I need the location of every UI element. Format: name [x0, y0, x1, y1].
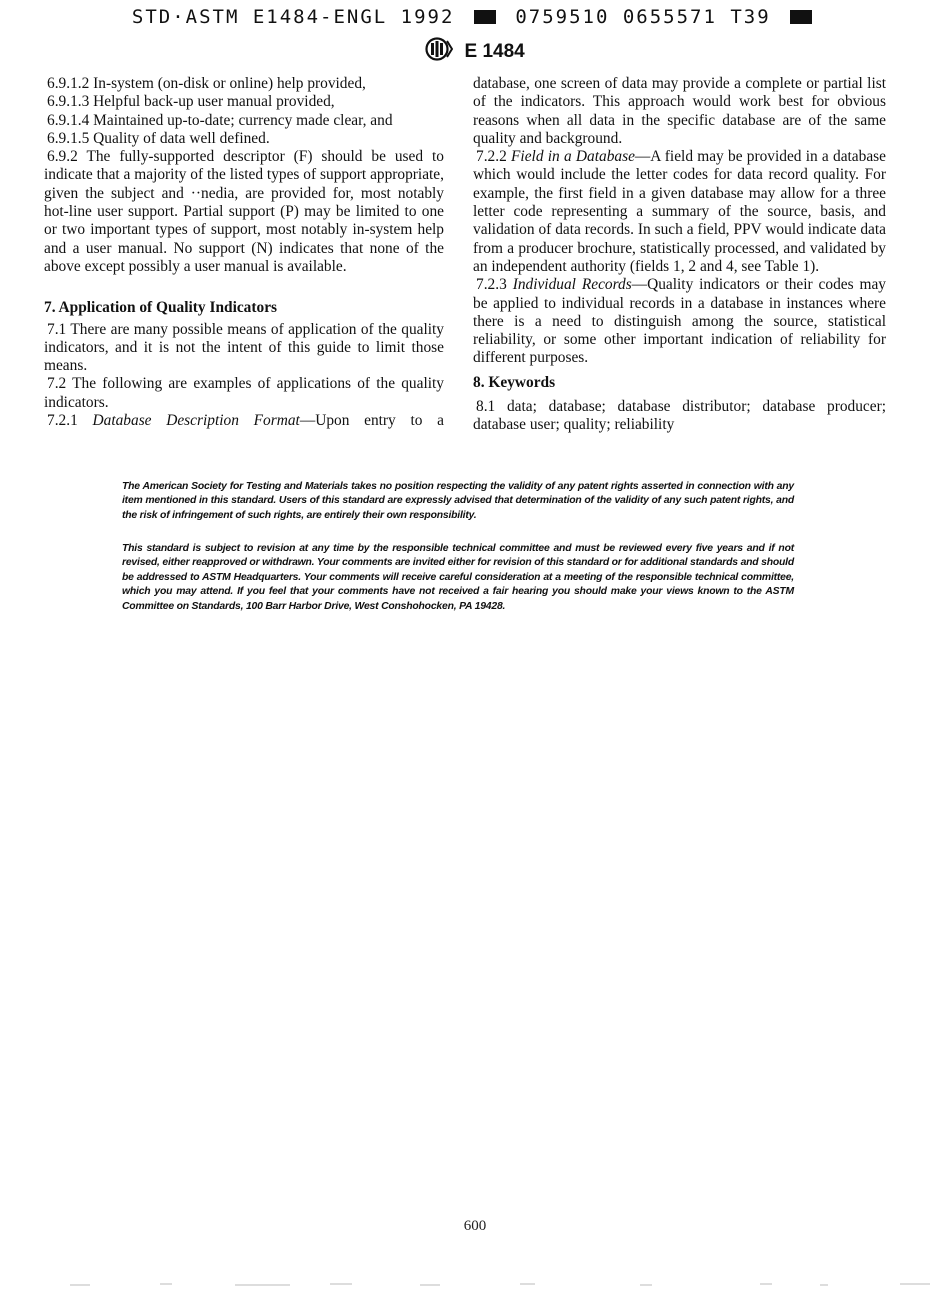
astm-logo-icon: [425, 37, 453, 61]
stamp-code: 0759510 0655571 T39: [515, 6, 771, 28]
stamp-designation: STD·ASTM E1484-ENGL 1992: [131, 6, 455, 28]
standard-header: [0, 37, 950, 63]
clause-7-2-1-continued: database, one screen of data may provide a complete or partial list of the indicators. This approach would work best for obvious reasons when all data in the specific database are of the same quality and background.: [473, 75, 886, 147]
clause-6-9-1-4: 6.9.1.4 Maintained up-to-date; currency made clear, and: [47, 111, 393, 129]
clause-7-2-2-text: —A field may be provided in a database which would include the letter codes for data record quality. For example, the first field in a given database may allow for a three letter code representing a summary of the source, basis, and validation of data records. In such a field, PPV would indicate data from a producer brochure, statistically processed, and validated by an independent authority (fields 1, 2 and 4, see Table 1).: [473, 148, 886, 275]
clause-7-2-1-number: 7.2.1: [47, 412, 78, 430]
stamp-block-mark: [790, 10, 812, 24]
clause-7-2-1: [44, 412, 444, 430]
section-7-heading: 7. Application of Quality Indicators: [44, 299, 278, 317]
clause-7-2-1-title: Database Description Format: [92, 412, 300, 430]
clause-7-2-3-title: Individual Records: [512, 276, 632, 294]
page-number: 600: [463, 1218, 487, 1234]
clause-6-9-2: 6.9.2 The fully-supported descriptor (F) should be used to indicate that a majority of the listed types of support appropriate, given the subject and ··nedia, are provided for, most notably hot-line user support. Partial support (P) may be limited to one or two important types of support, most notably in-system help and a user manual. No support (N) indicates that none of the above except possibly a user manual is available.: [44, 148, 444, 275]
clause-7-2-1-text: —Upon entry to a: [299, 412, 445, 430]
clause-7-2-2-number: 7.2.2: [476, 148, 507, 166]
stamp-block-mark: [474, 10, 496, 24]
clause-6-9-1-3: 6.9.1.3 Helpful back-up user manual provided,: [47, 93, 335, 111]
left-column: [44, 75, 444, 430]
clause-7-1: 7.1 There are many possible means of application of the quality indicators, and it is not the intent of this guide to limit those means.: [44, 320, 444, 375]
clause-7-2-3: [473, 276, 886, 367]
patent-notice: [122, 480, 794, 523]
revision-notice: [122, 542, 794, 614]
section-8-heading: 8. Keywords: [473, 373, 556, 391]
clause-6-9-1-2: 6.9.1.2 In-system (on-disk or online) help provided,: [47, 75, 366, 92]
scan-artifact-marks: [0, 1280, 950, 1288]
clause-7-2-2: [473, 148, 886, 276]
clause-7-2-2-title: Field in a Database: [511, 148, 635, 166]
standard-designation: E 1484: [464, 41, 525, 62]
patent-notice-text: The American Society for Testing and Materials takes no position respecting the validity of any patent rights asserted in connection with any item mentioned in this standard. Users of this standard are expressly advised that determination of the validity of any such patent rights, and the risk of infringement of such rights, are entirely their own responsibility.: [122, 481, 794, 521]
clause-7-2-3-number: 7.2.3: [476, 276, 507, 294]
clause-6-9-1-5: 6.9.1.5 Quality of data well defined.: [47, 129, 270, 147]
clause-8-1: 8.1 data; database; database distributor; database producer; database user; quality; reliability: [473, 398, 886, 434]
right-column: [473, 75, 886, 435]
document-stamp-line: [0, 6, 950, 28]
clause-7-2: 7.2 The following are examples of applications of the quality indicators.: [44, 375, 444, 411]
revision-notice-text: This standard is subject to revision at any time by the responsible technical committee and must be reviewed every five years and if not revised, either reapproved or withdrawn. Your comments are invited either for revision of this standard or for additional standards and should be addressed to ASTM Headquarters. Your comments will receive careful consideration at a meeting of the responsible technical committee, which you may attend. If you feel that your comments have not received a fair hearing you should make your views known to the ASTM Committee on Standards, 100 Barr Harbor Drive, West Conshohocken, PA 19428.: [122, 543, 794, 612]
clause-7-2-3-text: —Quality indicators or their codes may be applied to individual records in a database in instances where there is a need to distinguish among the source, statistical reliability, or some other important indication of reliability for different purposes.: [473, 276, 886, 367]
